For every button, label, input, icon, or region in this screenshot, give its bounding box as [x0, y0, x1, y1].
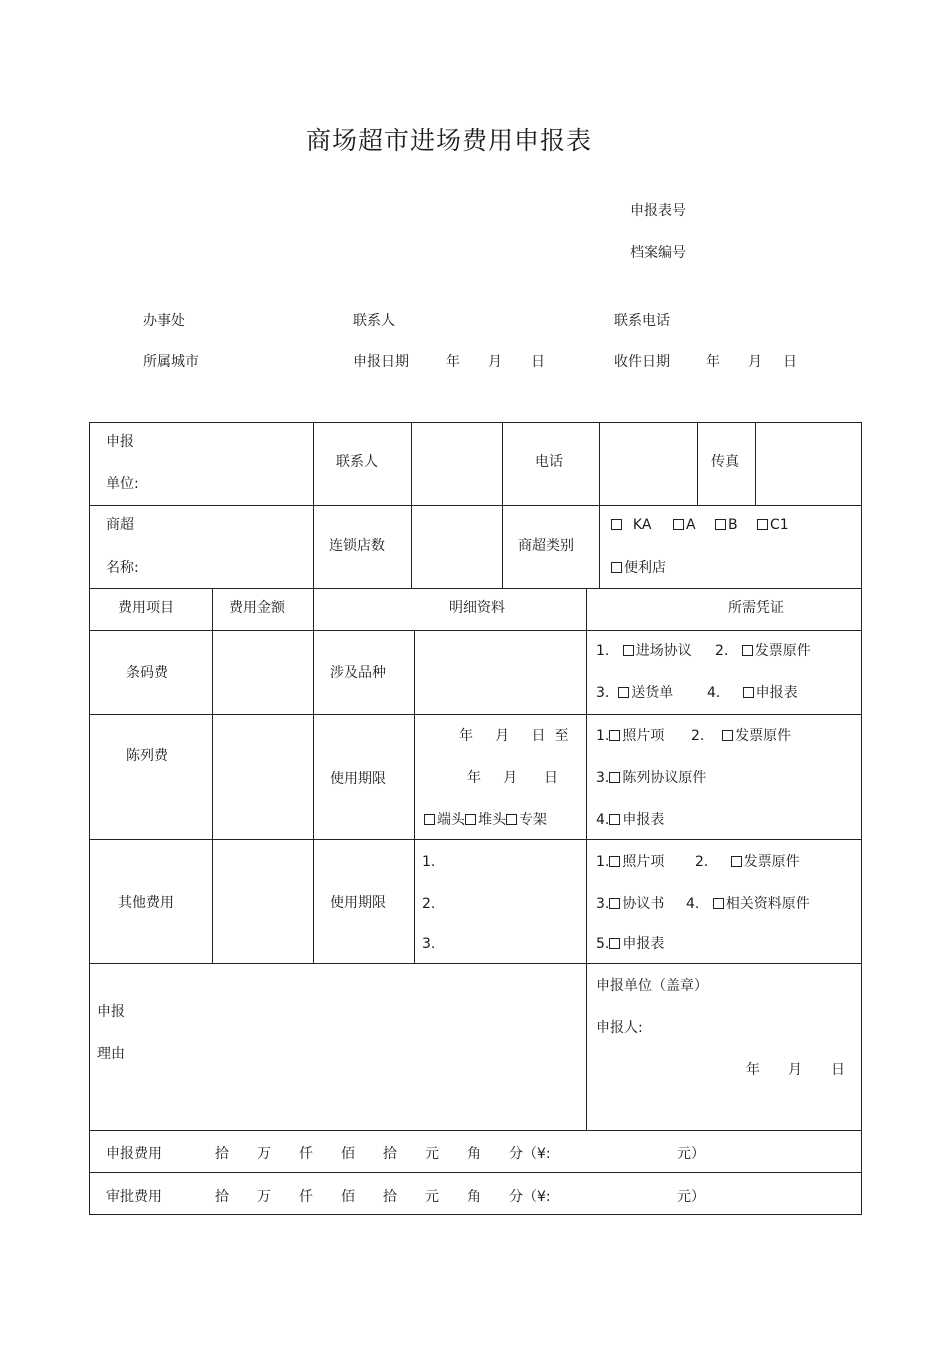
- checkbox-icon: [618, 687, 629, 698]
- applied-unit-4: 佰: [341, 1146, 355, 1162]
- approved-unit-end: 元）: [677, 1189, 705, 1205]
- table-contact-label: 联系人: [336, 454, 378, 470]
- checkbox-icon: [623, 645, 634, 656]
- barcode-fee-label: 条码费: [126, 665, 168, 681]
- approved-unit-7: 角: [467, 1189, 481, 1205]
- checkbox-icon: [609, 814, 620, 825]
- applied-unit-5: 拾: [383, 1146, 397, 1162]
- barcode-voucher-3[interactable]: 3. 送货单: [596, 685, 674, 701]
- recv-day: 日: [783, 354, 797, 370]
- display-type-options[interactable]: 端头 堆头 专架: [424, 813, 547, 827]
- category-option-b[interactable]: B: [715, 518, 738, 532]
- reason-label-line2: 理由: [97, 1046, 125, 1062]
- barcode-voucher-2[interactable]: 2. 发票原件: [715, 643, 811, 659]
- applied-unit-7: 角: [467, 1146, 481, 1162]
- display-voucher-3[interactable]: 3. 陈列协议原件: [596, 770, 707, 786]
- archive-number-label: 档案编号: [630, 245, 686, 261]
- unit-label-line1: 申报: [106, 434, 134, 450]
- other-voucher-4[interactable]: 4. 相关资料原件: [686, 896, 810, 912]
- approved-unit-5: 拾: [383, 1189, 397, 1205]
- checkbox-icon: [731, 856, 742, 867]
- reason-year: 年: [746, 1062, 760, 1078]
- apply-month: 月: [488, 354, 502, 370]
- col-header-item: 费用项目: [118, 600, 174, 616]
- checkbox-icon: [713, 898, 724, 909]
- applicant-label: 申报人:: [596, 1020, 643, 1036]
- seal-label: 申报单位（盖章）: [596, 978, 708, 994]
- other-voucher-3[interactable]: 3. 协议书: [596, 896, 665, 912]
- checkbox-icon: [465, 814, 476, 825]
- form-number-label: 申报表号: [630, 203, 686, 219]
- apply-day: 日: [531, 354, 545, 370]
- display-voucher-2[interactable]: 2. 发票原件: [691, 728, 792, 744]
- applied-unit-6: 元: [425, 1146, 439, 1162]
- office-label: 办事处: [143, 313, 185, 329]
- store-category-label: 商超类别: [518, 538, 574, 554]
- approved-fee-label: 审批费用: [106, 1189, 162, 1205]
- applied-unit-end: 元）: [677, 1146, 705, 1162]
- other-voucher-5[interactable]: 5. 申报表: [596, 936, 665, 952]
- store-label-line1: 商超: [106, 517, 134, 533]
- category-option-ka[interactable]: KA: [611, 518, 651, 532]
- category-option-convenience[interactable]: 便利店: [611, 561, 666, 575]
- table-phone-label: 电话: [535, 454, 563, 470]
- recv-month: 月: [748, 354, 762, 370]
- display-period-label: 使用期限: [330, 771, 386, 787]
- col-header-amount: 费用金额: [229, 600, 285, 616]
- applied-unit-1: 拾: [215, 1146, 229, 1162]
- applied-unit-8: 分（¥:: [509, 1146, 551, 1162]
- other-line-3: 3.: [422, 936, 436, 952]
- store-label-line2: 名称:: [106, 560, 139, 576]
- receive-date-label: 收件日期: [614, 354, 670, 370]
- approved-unit-8: 分（¥:: [509, 1189, 551, 1205]
- other-fee-label: 其他费用: [118, 895, 174, 911]
- display-fee-label: 陈列费: [126, 748, 168, 764]
- reason-day: 日: [831, 1062, 845, 1078]
- display-start-date: 年 月 日 至: [459, 728, 569, 744]
- checkbox-icon: [609, 772, 620, 783]
- display-voucher-1[interactable]: 1. 照片项: [596, 728, 665, 744]
- applied-unit-2: 万: [257, 1146, 271, 1162]
- display-end-date: 年 月 日: [467, 770, 558, 786]
- category-option-c1[interactable]: C1: [757, 518, 789, 532]
- city-label: 所属城市: [143, 354, 199, 370]
- contact-label: 联系人: [353, 313, 395, 329]
- checkbox-icon: [506, 814, 517, 825]
- chain-count-label: 连锁店数: [329, 538, 385, 554]
- barcode-voucher-4[interactable]: 4. 申报表: [707, 685, 798, 701]
- reason-label-line1: 申报: [97, 1004, 125, 1020]
- display-voucher-4[interactable]: 4. 申报表: [596, 812, 665, 828]
- barcode-voucher-1[interactable]: 1. 进场协议: [596, 643, 692, 659]
- checkbox-icon: [715, 519, 726, 530]
- phone-label: 联系电话: [614, 313, 670, 329]
- other-voucher-1[interactable]: 1. 照片项: [596, 854, 665, 870]
- checkbox-icon: [609, 730, 620, 741]
- checkbox-icon: [673, 519, 684, 530]
- checkbox-icon: [743, 687, 754, 698]
- checkbox-icon: [611, 519, 622, 530]
- table-fax-label: 传真: [711, 454, 739, 470]
- approved-unit-3: 仟: [299, 1189, 313, 1205]
- unit-label-line2: 单位:: [106, 476, 139, 492]
- checkbox-icon: [609, 938, 620, 949]
- reason-month: 月: [788, 1062, 802, 1078]
- checkbox-icon: [722, 730, 733, 741]
- page-title: 商场超市进场费用申报表: [305, 126, 592, 155]
- checkbox-icon: [424, 814, 435, 825]
- barcode-variety-label: 涉及品种: [330, 665, 386, 681]
- checkbox-icon: [742, 645, 753, 656]
- category-option-a[interactable]: A: [673, 518, 696, 532]
- other-voucher-2[interactable]: 2. 发票原件: [695, 854, 800, 870]
- col-header-voucher: 所需凭证: [728, 600, 784, 616]
- checkbox-icon: [609, 856, 620, 867]
- approved-unit-4: 佰: [341, 1189, 355, 1205]
- applied-fee-label: 申报费用: [106, 1146, 162, 1162]
- recv-year: 年: [706, 354, 720, 370]
- applied-unit-3: 仟: [299, 1146, 313, 1162]
- approved-unit-2: 万: [257, 1189, 271, 1205]
- other-period-label: 使用期限: [330, 895, 386, 911]
- checkbox-icon: [609, 898, 620, 909]
- checkbox-icon: [757, 519, 768, 530]
- apply-date-label: 申报日期: [353, 354, 409, 370]
- checkbox-icon: [611, 562, 622, 573]
- other-line-2: 2.: [422, 896, 436, 912]
- approved-unit-1: 拾: [215, 1189, 229, 1205]
- col-header-detail: 明细资料: [449, 600, 505, 616]
- approved-unit-6: 元: [425, 1189, 439, 1205]
- apply-year: 年: [446, 354, 460, 370]
- other-line-1: 1.: [422, 854, 436, 870]
